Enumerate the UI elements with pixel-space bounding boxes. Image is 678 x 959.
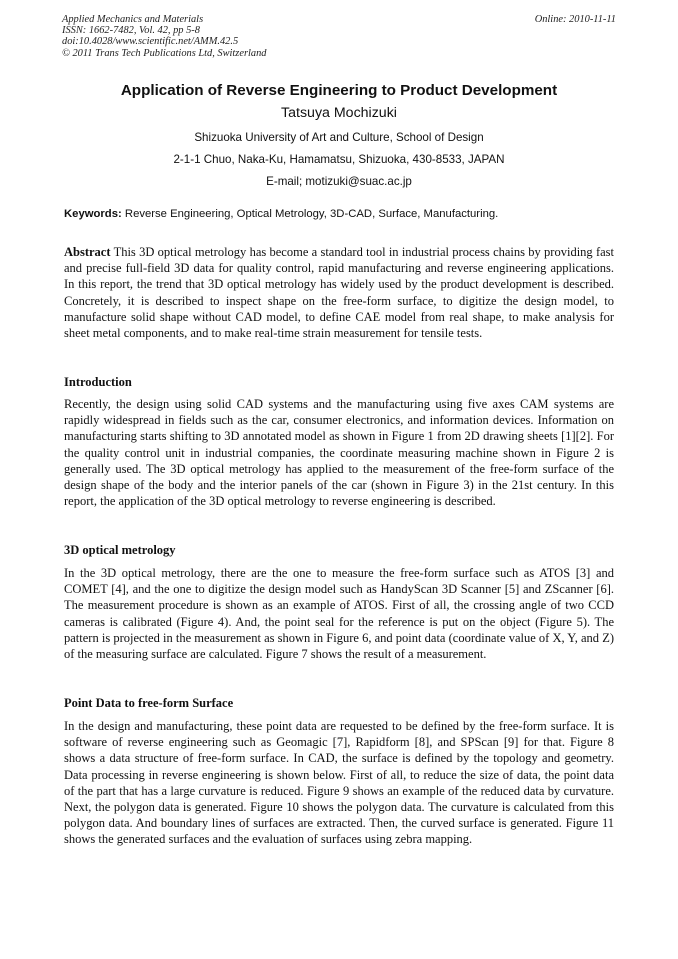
doi-line: doi:10.4028/www.scientific.net/AMM.42.5 — [62, 36, 239, 48]
copyright-line: © 2011 Trans Tech Publications Ltd, Switzerland — [62, 47, 267, 59]
section-body-3d-optical-metrology: In the 3D optical metrology, there are the one to measure the free-form surface such as ATOS [3] and COMET [4], and the one to digitize the design model such as HandyScan 3D Scanner [5] and ZScanner [6]. The measurement procedure is shown as an example of ATOS. First of all, the crossing angle of two CCD cameras is calibrated (Figure 4). And, the point seal for the reference is put on the object (Figure 5). The pattern is projected in the measurement as shown in Figure 6, and point data (coordinate value of X, Y, and Z) of the measuring surface are calculated. Figure 7 shows the result of a measurement. — [64, 566, 614, 662]
abstract — [64, 244, 614, 341]
affiliation-address: 2-1-1 Chuo, Naka-Ku, Hamamatsu, Shizuoka, 430-8533, JAPAN — [173, 153, 505, 166]
section-body-point-data: In the design and manufacturing, these point data are requested to be defined by the free-form surface. It is software of reverse engineering such as Geomagic [7], Rapidform [8], and SPScan [9] for that. Figure 8 shows a data structure of free-form surface. In CAD, the surface is defined by the topology and geometry. Data processing in reverse engineering is shown below. First of all, to reduce the size of data, the point data of the part that has a large curvature is reduced. Figure 9 shows an example of the reduced data by curvature. Next, the polygon data is generated. Figure 10 shows the polygon data. The curvature is calculated from this polygon data. And boundary lines of surfaces are extracted. Then, the curved surface is generated. Figure 11 shows the generated surfaces and the evaluation of surfaces using zebra mapping. — [64, 719, 614, 847]
online-date: Online: 2010-11-11 — [534, 14, 616, 25]
keywords-text: Reverse Engineering, Optical Metrology, 3D-CAD, Surface, Manufacturing. — [121, 208, 499, 220]
issn-line: ISSN: 1662-7482, Vol. 42, pp 5-8 — [62, 25, 200, 37]
affiliation-email: E-mail; motizuki@suac.ac.jp — [266, 175, 412, 188]
section-heading-introduction: Introduction — [64, 375, 132, 389]
journal-name: Applied Mechanics and Materials — [62, 14, 204, 25]
section-body-introduction: Recently, the design using solid CAD systems and the manufacturing using five axes CAM systems are rapidly widespread in fields such as the car, consumer electronics, and information devices. Information on manufacturing starts shifting to 3D annotated model as shown in Figure 1 from 2D drawing sheets [1][2]. For the quality control unit in industrial companies, the coordinate measuring machine shown in Figure 2 is generally used. The 3D optical metrology has applied to the measurement of the free-form surface of the design shape of the body and the interior panels of the car (shown in Figure 3) in the 21st century. In this report, the application of the 3D optical metrology to reverse engineering is described. — [64, 397, 614, 509]
section-heading-point-data: Point Data to free-form Surface — [64, 696, 234, 710]
journal-header — [62, 14, 266, 59]
keywords — [64, 208, 498, 220]
keywords-label: Keywords: — [64, 208, 122, 220]
paper-title: Application of Reverse Engineering to Product Development — [120, 82, 558, 99]
abstract-label: Abstract — [64, 245, 111, 259]
abstract-text: This 3D optical metrology has become a standard tool in industrial process chains by providing fast and precise full-field 3D data for quality control, rapid manufacturing and reverse engineering applications. In this report, the trend that 3D optical metrology has widely used by the product development is described. Concretely, it is described to inspect shape on the free-form surface, to digitize the design model, to manufacture solid shape without CAD model, to define CAE model from real shape, to make analysis for sheet metal components, and to make real-time strain measurement for tensile tests. — [64, 245, 614, 341]
section-heading-3d-optical-metrology: 3D optical metrology — [64, 543, 176, 557]
author-name: Tatsuya Mochizuki — [281, 105, 397, 121]
affiliation-institution: Shizuoka University of Art and Culture, School of Design — [194, 131, 484, 144]
